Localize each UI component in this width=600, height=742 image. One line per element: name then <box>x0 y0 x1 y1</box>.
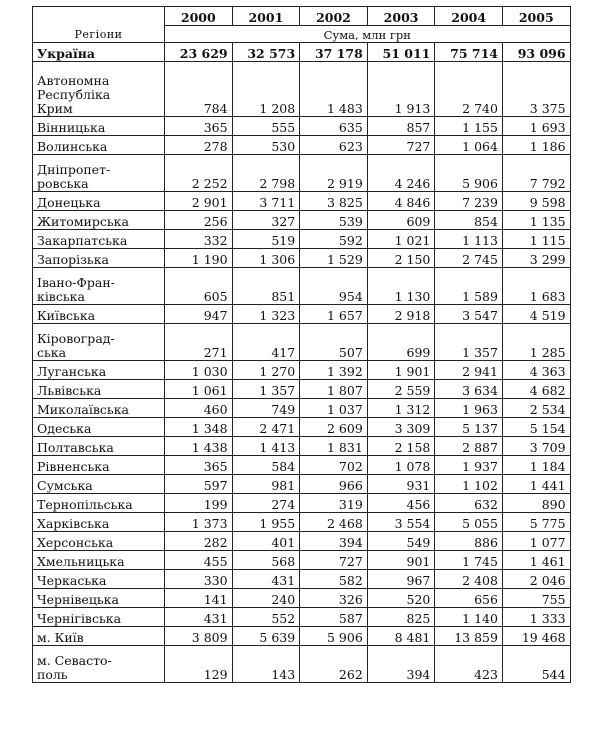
table-cell: 4 682 <box>502 380 570 399</box>
table-cell: 365 <box>165 117 233 136</box>
region-name <box>33 136 165 155</box>
region-name-line: Рівненська <box>37 459 110 474</box>
table-cell: 2 798 <box>232 155 300 192</box>
table-cell: 1 270 <box>232 361 300 380</box>
table-cell: 3 825 <box>300 192 368 211</box>
table-row <box>33 380 571 399</box>
table-cell: 1 357 <box>435 324 503 361</box>
region-name-line: Донецька <box>37 195 101 210</box>
table-cell: 3 809 <box>165 627 233 646</box>
region-name <box>33 62 165 117</box>
table-row <box>33 305 571 324</box>
table-cell: 1 208 <box>232 62 300 117</box>
table-cell: 2 745 <box>435 249 503 268</box>
table-cell: 3 709 <box>502 437 570 456</box>
table-cell: 954 <box>300 268 368 305</box>
table-cell: 32 573 <box>232 43 300 62</box>
table-cell: 582 <box>300 570 368 589</box>
table-cell: 3 634 <box>435 380 503 399</box>
table-cell: 530 <box>232 136 300 155</box>
table-row <box>33 136 571 155</box>
table-row <box>33 155 571 192</box>
table-cell: 749 <box>232 399 300 418</box>
table-cell: 274 <box>232 494 300 513</box>
table-cell: 901 <box>367 551 435 570</box>
region-name-line: Полтавська <box>37 440 114 455</box>
region-name-line: м. Севасто- <box>37 653 112 668</box>
region-name <box>33 230 165 249</box>
table-cell: 1 113 <box>435 230 503 249</box>
table-row <box>33 513 571 532</box>
table-cell: 1 186 <box>502 136 570 155</box>
region-name-line: Київська <box>37 308 96 323</box>
table-cell: 3 309 <box>367 418 435 437</box>
table-cell: 332 <box>165 230 233 249</box>
region-column-header: Регіони <box>33 7 165 43</box>
table-cell: 1 102 <box>435 475 503 494</box>
table-cell: 2 046 <box>502 570 570 589</box>
table-cell: 4 363 <box>502 361 570 380</box>
table-cell: 1 438 <box>165 437 233 456</box>
table-row <box>33 456 571 475</box>
table-cell: 1 392 <box>300 361 368 380</box>
table-cell: 1 831 <box>300 437 368 456</box>
table-cell: 1 285 <box>502 324 570 361</box>
table-cell: 1 061 <box>165 380 233 399</box>
table-cell: 8 481 <box>367 627 435 646</box>
table-cell: 727 <box>367 136 435 155</box>
table-cell: 1 064 <box>435 136 503 155</box>
table-row <box>33 627 571 646</box>
table-cell: 507 <box>300 324 368 361</box>
table-cell: 857 <box>367 117 435 136</box>
table-cell: 1 348 <box>165 418 233 437</box>
table-cell: 394 <box>367 646 435 683</box>
table-cell: 699 <box>367 324 435 361</box>
table-cell: 455 <box>165 551 233 570</box>
region-name <box>33 475 165 494</box>
regions-table <box>32 6 571 683</box>
region-name <box>33 268 165 305</box>
table-cell: 2 471 <box>232 418 300 437</box>
region-name <box>33 627 165 646</box>
table-cell: 890 <box>502 494 570 513</box>
region-name-line: ровська <box>37 176 89 191</box>
region-name <box>33 380 165 399</box>
table-row <box>33 551 571 570</box>
region-name <box>33 570 165 589</box>
table-cell: 825 <box>367 608 435 627</box>
table-cell: 1 937 <box>435 456 503 475</box>
region-name-line: Чернівецька <box>37 592 119 607</box>
region-name <box>33 305 165 324</box>
table-cell: 727 <box>300 551 368 570</box>
table-cell: 587 <box>300 608 368 627</box>
table-cell: 417 <box>232 324 300 361</box>
region-name-line: Миколаївська <box>37 402 129 417</box>
table-cell: 1 037 <box>300 399 368 418</box>
table-cell: 1 745 <box>435 551 503 570</box>
region-name-line: Автономна <box>37 73 110 88</box>
year-header: 2004 <box>435 7 503 26</box>
table-cell: 2 887 <box>435 437 503 456</box>
table-cell: 635 <box>300 117 368 136</box>
table-cell: 129 <box>165 646 233 683</box>
region-name <box>33 589 165 608</box>
region-name-line: Вінницька <box>37 120 106 135</box>
table-cell: 282 <box>165 532 233 551</box>
table-cell: 1 115 <box>502 230 570 249</box>
region-name-line: Чернігівська <box>37 611 122 626</box>
table-cell: 623 <box>300 136 368 155</box>
region-name <box>33 418 165 437</box>
table-cell: 539 <box>300 211 368 230</box>
region-name-line: Львівська <box>37 383 102 398</box>
region-name <box>33 192 165 211</box>
table-cell: 2 901 <box>165 192 233 211</box>
table-row <box>33 437 571 456</box>
table-cell: 966 <box>300 475 368 494</box>
table-row <box>33 324 571 361</box>
region-name-line: Волинська <box>37 139 108 154</box>
table-cell: 1 589 <box>435 268 503 305</box>
table-cell: 1 030 <box>165 361 233 380</box>
year-header-row <box>33 7 571 26</box>
table-cell: 549 <box>367 532 435 551</box>
region-name <box>33 551 165 570</box>
table-cell: 2 609 <box>300 418 368 437</box>
region-name <box>33 456 165 475</box>
table-cell: 2 158 <box>367 437 435 456</box>
table-row <box>33 608 571 627</box>
table-cell: 1 021 <box>367 230 435 249</box>
table-cell: 5 906 <box>435 155 503 192</box>
region-name <box>33 249 165 268</box>
region-name-line: Луганська <box>37 364 107 379</box>
table-cell: 1 155 <box>435 117 503 136</box>
table-row <box>33 570 571 589</box>
table-cell: 552 <box>232 608 300 627</box>
region-name-line: ківська <box>37 289 85 304</box>
region-name <box>33 532 165 551</box>
table-row <box>33 230 571 249</box>
table-cell: 1 693 <box>502 117 570 136</box>
table-cell: 1 963 <box>435 399 503 418</box>
table-cell: 256 <box>165 211 233 230</box>
table-cell: 1 529 <box>300 249 368 268</box>
table-cell: 1 901 <box>367 361 435 380</box>
region-name-line: Житомирська <box>37 214 129 229</box>
table-cell: 702 <box>300 456 368 475</box>
table-cell: 456 <box>367 494 435 513</box>
table-cell: 7 239 <box>435 192 503 211</box>
table-cell: 51 011 <box>367 43 435 62</box>
table-row <box>33 532 571 551</box>
table-cell: 431 <box>165 608 233 627</box>
table-cell: 1 077 <box>502 532 570 551</box>
table-cell: 544 <box>502 646 570 683</box>
table-cell: 394 <box>300 532 368 551</box>
table-cell: 519 <box>232 230 300 249</box>
table-cell: 19 468 <box>502 627 570 646</box>
table-cell: 1 333 <box>502 608 570 627</box>
table-cell: 2 534 <box>502 399 570 418</box>
region-name: Україна <box>33 43 165 62</box>
region-name-line: ська <box>37 345 67 360</box>
table-cell: 2 150 <box>367 249 435 268</box>
table-row <box>33 192 571 211</box>
table-cell: 1 413 <box>232 437 300 456</box>
table-cell: 1 184 <box>502 456 570 475</box>
table-row <box>33 399 571 418</box>
table-cell: 2 918 <box>367 305 435 324</box>
table-cell: 326 <box>300 589 368 608</box>
table-cell: 1 683 <box>502 268 570 305</box>
region-name <box>33 324 165 361</box>
table-cell: 2 252 <box>165 155 233 192</box>
table-cell: 3 375 <box>502 62 570 117</box>
table-cell: 4 519 <box>502 305 570 324</box>
table-cell: 9 598 <box>502 192 570 211</box>
table-row <box>33 117 571 136</box>
table-cell: 1 078 <box>367 456 435 475</box>
year-header: 2003 <box>367 7 435 26</box>
table-cell: 947 <box>165 305 233 324</box>
table-cell: 2 408 <box>435 570 503 589</box>
region-name-line: Тернопільська <box>37 497 133 512</box>
table-cell: 4 846 <box>367 192 435 211</box>
table-cell: 5 137 <box>435 418 503 437</box>
table-row <box>33 361 571 380</box>
table-cell: 1 913 <box>367 62 435 117</box>
table-cell: 755 <box>502 589 570 608</box>
region-name <box>33 117 165 136</box>
table-row <box>33 249 571 268</box>
table-cell: 3 711 <box>232 192 300 211</box>
table-cell: 4 246 <box>367 155 435 192</box>
table-cell: 330 <box>165 570 233 589</box>
table-cell: 319 <box>300 494 368 513</box>
region-name <box>33 361 165 380</box>
table-cell: 555 <box>232 117 300 136</box>
table-cell: 240 <box>232 589 300 608</box>
table-cell: 199 <box>165 494 233 513</box>
table-row <box>33 494 571 513</box>
table-cell: 886 <box>435 532 503 551</box>
table-cell: 3 547 <box>435 305 503 324</box>
region-name <box>33 437 165 456</box>
table-cell: 1 323 <box>232 305 300 324</box>
table-cell: 1 190 <box>165 249 233 268</box>
region-name-line: Дніпропет- <box>37 162 111 177</box>
table-cell: 423 <box>435 646 503 683</box>
table-cell: 7 792 <box>502 155 570 192</box>
table-cell: 981 <box>232 475 300 494</box>
table-cell: 5 154 <box>502 418 570 437</box>
region-name-line: Хмельницька <box>37 554 125 569</box>
table-cell: 597 <box>165 475 233 494</box>
table-cell: 656 <box>435 589 503 608</box>
table-cell: 5 775 <box>502 513 570 532</box>
unit-label: Сума, млн грн <box>165 26 571 43</box>
region-name <box>33 399 165 418</box>
table-cell: 1 483 <box>300 62 368 117</box>
year-header: 2000 <box>165 7 233 26</box>
region-name <box>33 494 165 513</box>
table-cell: 278 <box>165 136 233 155</box>
region-name-line: поль <box>37 667 68 682</box>
region-name-line: Республіка <box>37 87 111 102</box>
table-cell: 460 <box>165 399 233 418</box>
table-cell: 271 <box>165 324 233 361</box>
region-name <box>33 155 165 192</box>
table-cell: 37 178 <box>300 43 368 62</box>
table-cell: 93 096 <box>502 43 570 62</box>
table-row <box>33 211 571 230</box>
table-row <box>33 646 571 683</box>
table-cell: 632 <box>435 494 503 513</box>
region-name <box>33 646 165 683</box>
year-header: 2002 <box>300 7 368 26</box>
table-cell: 3 299 <box>502 249 570 268</box>
table-cell: 931 <box>367 475 435 494</box>
region-name-line: Херсонська <box>37 535 114 550</box>
table-cell: 1 461 <box>502 551 570 570</box>
table-cell: 5 055 <box>435 513 503 532</box>
table-row <box>33 589 571 608</box>
table-cell: 431 <box>232 570 300 589</box>
table-cell: 1 955 <box>232 513 300 532</box>
table-cell: 143 <box>232 646 300 683</box>
year-header: 2001 <box>232 7 300 26</box>
region-name <box>33 513 165 532</box>
table-cell: 5 906 <box>300 627 368 646</box>
total-row <box>33 43 571 62</box>
table-cell: 1 312 <box>367 399 435 418</box>
table-cell: 1 135 <box>502 211 570 230</box>
table-cell: 592 <box>300 230 368 249</box>
table-cell: 851 <box>232 268 300 305</box>
table-cell: 854 <box>435 211 503 230</box>
table-cell: 1 357 <box>232 380 300 399</box>
region-name <box>33 608 165 627</box>
table-cell: 967 <box>367 570 435 589</box>
region-name-line: Харківська <box>37 516 110 531</box>
table-row <box>33 268 571 305</box>
region-name-line: Закарпатська <box>37 233 128 248</box>
table-cell: 3 554 <box>367 513 435 532</box>
table-cell: 584 <box>232 456 300 475</box>
region-name-line: Одеська <box>37 421 92 436</box>
table-cell: 605 <box>165 268 233 305</box>
table-cell: 141 <box>165 589 233 608</box>
region-name-line: Черкаська <box>37 573 107 588</box>
table-cell: 13 859 <box>435 627 503 646</box>
table-cell: 1 130 <box>367 268 435 305</box>
table-cell: 365 <box>165 456 233 475</box>
table-cell: 1 373 <box>165 513 233 532</box>
table-cell: 2 468 <box>300 513 368 532</box>
table-cell: 784 <box>165 62 233 117</box>
table-cell: 1 306 <box>232 249 300 268</box>
table-cell: 23 629 <box>165 43 233 62</box>
table-cell: 1 657 <box>300 305 368 324</box>
table-cell: 327 <box>232 211 300 230</box>
table-cell: 75 714 <box>435 43 503 62</box>
region-name-line: Крим <box>37 101 73 116</box>
region-name-line: Івано-Фран- <box>37 275 115 290</box>
region-name-line: м. Київ <box>37 630 84 645</box>
table-cell: 2 919 <box>300 155 368 192</box>
year-header: 2005 <box>502 7 570 26</box>
region-name-line: Запорізька <box>37 252 109 267</box>
table-cell: 520 <box>367 589 435 608</box>
region-name <box>33 211 165 230</box>
table-cell: 2 559 <box>367 380 435 399</box>
region-name-line: Сумська <box>37 478 93 493</box>
table-row <box>33 418 571 437</box>
table-cell: 1 441 <box>502 475 570 494</box>
table-cell: 5 639 <box>232 627 300 646</box>
table-cell: 401 <box>232 532 300 551</box>
table-row <box>33 62 571 117</box>
table-cell: 609 <box>367 211 435 230</box>
table-cell: 568 <box>232 551 300 570</box>
table-cell: 1 140 <box>435 608 503 627</box>
table-cell: 2 941 <box>435 361 503 380</box>
table-cell: 1 807 <box>300 380 368 399</box>
table-row <box>33 475 571 494</box>
table-cell: 262 <box>300 646 368 683</box>
table-cell: 2 740 <box>435 62 503 117</box>
region-name-line: Кіровоград- <box>37 331 115 346</box>
